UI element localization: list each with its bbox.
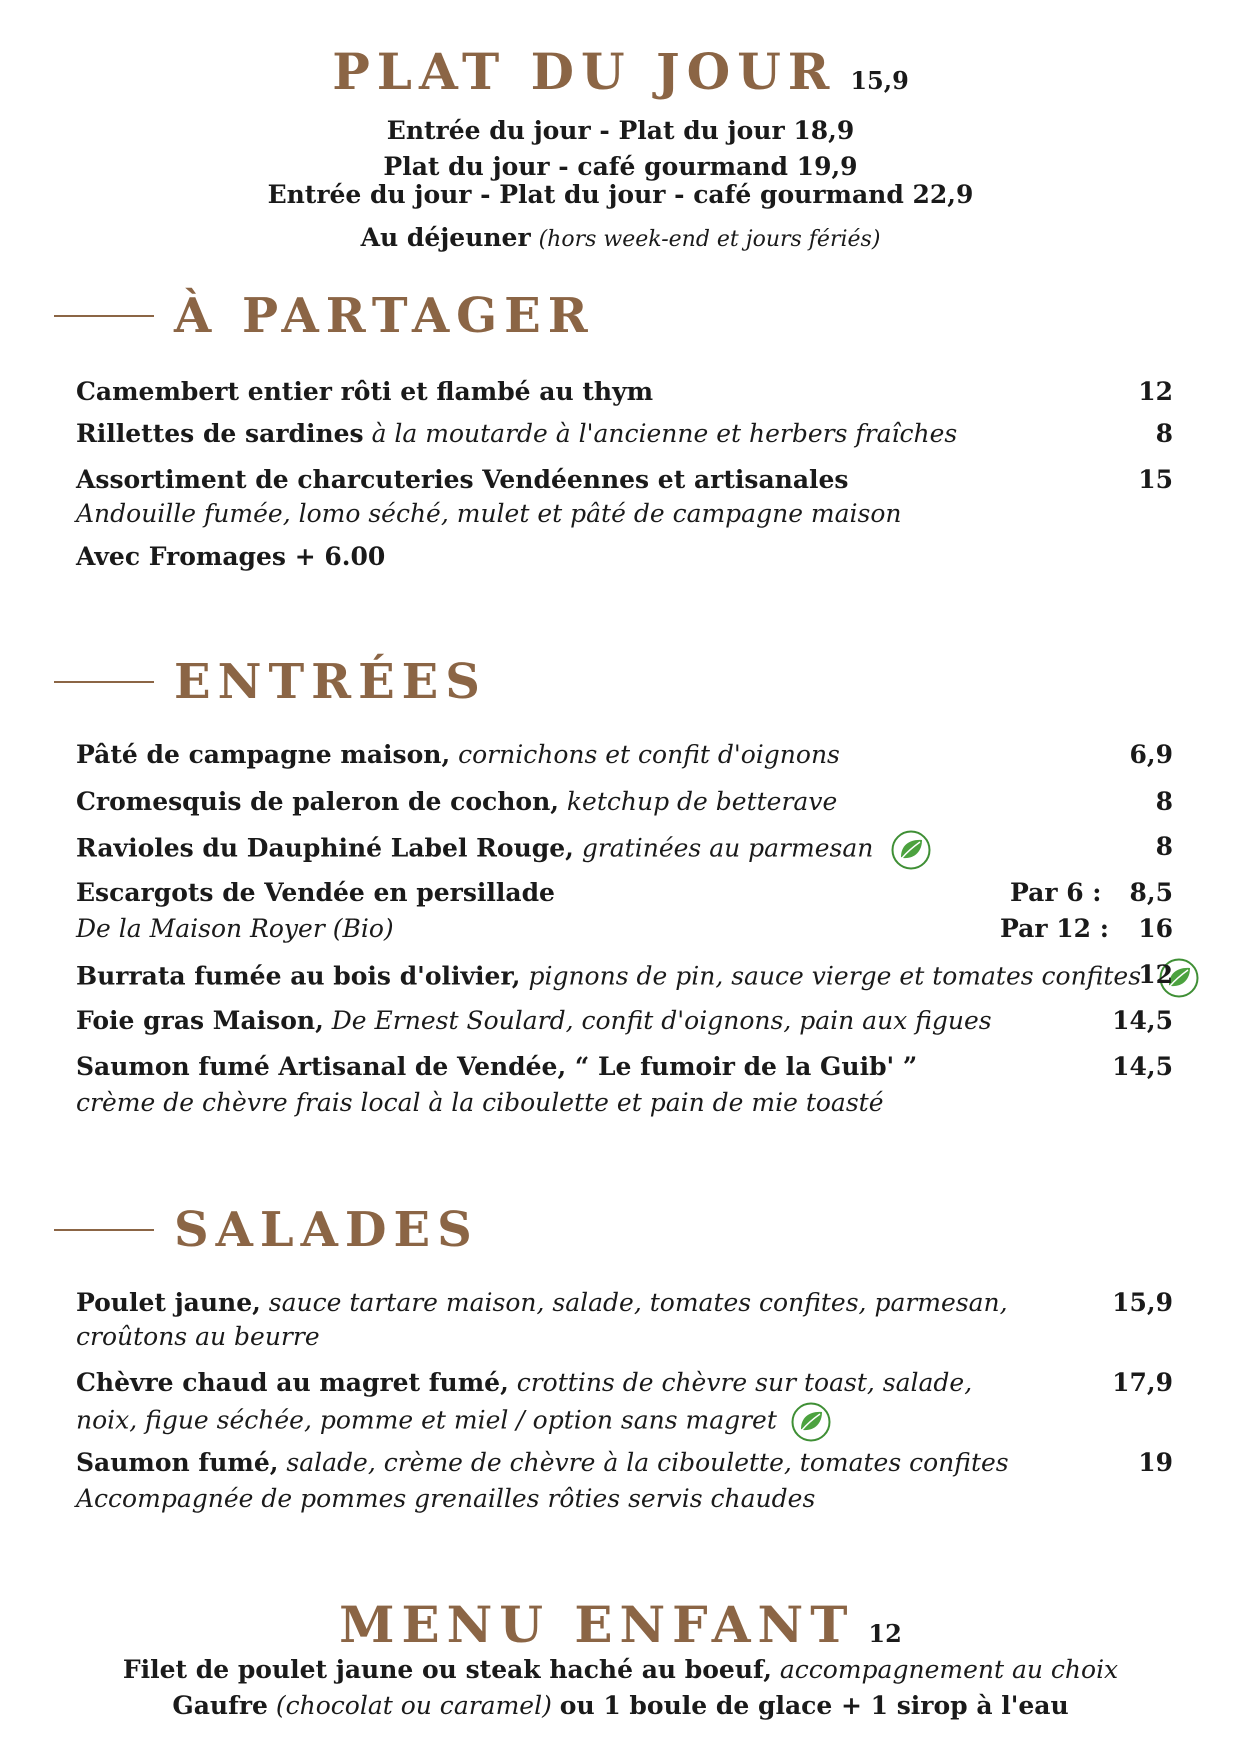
- portion-label: Par 12 :: [1000, 914, 1109, 943]
- partager-extra: Avec Fromages + 6.00: [76, 542, 386, 571]
- plat-du-jour-header: [0, 42, 1241, 111]
- item-desc: croûtons au beurre: [76, 1322, 320, 1351]
- plat-du-jour-option: Entrée du jour - Plat du jour - café gourmand 22,9: [267, 180, 974, 209]
- item-name: Saumon fumé,: [76, 1448, 279, 1477]
- section-title: À PARTAGER: [174, 288, 595, 344]
- plat-du-jour-note: [0, 222, 1241, 256]
- item-name: Foie gras Maison,: [76, 1006, 324, 1035]
- item-desc: ketchup de betterave: [566, 787, 838, 816]
- item-desc: Accompagnée de pommes grenailles rôties servis chaudes: [76, 1484, 816, 1513]
- menu-item: [76, 785, 1176, 819]
- item-name: Assortiment de charcuteries Vendéennes et artisanales: [76, 465, 849, 494]
- item-name: Cromesquis de paleron de cochon,: [76, 787, 559, 816]
- section-entrees-header: [54, 652, 487, 712]
- item-desc: pignons de pin, sauce vierge et tomates confites: [528, 961, 1142, 991]
- item-desc: cornichons et confit d'oignons: [458, 740, 840, 769]
- plat-du-jour-option: Plat du jour - café gourmand 19,9: [383, 152, 858, 181]
- section-salades-header: [54, 1200, 479, 1260]
- menu-enfant-line: [0, 1690, 1241, 1722]
- menu-item: [76, 830, 1176, 870]
- item-price: 15: [1138, 465, 1173, 494]
- item-desc: sauce tartare maison, salade, tomates confites, parmesan,: [268, 1288, 1008, 1317]
- item-name: Saumon fumé Artisanal de Vendée, “ Le fumoir de la Guib' ”: [76, 1052, 918, 1081]
- menu-item: [76, 1050, 1176, 1084]
- section-partager-header: [54, 286, 595, 346]
- menu-item: [76, 375, 1176, 409]
- plat-du-jour-title: PLAT DU JOUR: [332, 42, 837, 101]
- item-name: Rillettes de sardines: [76, 419, 364, 448]
- item-price: 8,5: [1129, 878, 1173, 907]
- section-rule: [54, 681, 154, 683]
- item-desc: gratinées au parmesan: [581, 833, 874, 863]
- item-price: 8: [1155, 832, 1173, 861]
- item-price: 8: [1155, 419, 1173, 448]
- item-name: Poulet jaune,: [76, 1288, 261, 1317]
- plat-du-jour-option: Entrée du jour - Plat du jour 18,9: [386, 116, 855, 145]
- menu-enfant-line: [0, 1654, 1241, 1686]
- vegetarian-leaf-icon: [891, 830, 931, 870]
- item-price: 12: [1138, 960, 1173, 989]
- item-desc: De Ernest Soulard, confit d'oignons, pain aux figues: [331, 1006, 992, 1035]
- item-price: 12: [1138, 377, 1173, 406]
- menu-item: [76, 1446, 1176, 1480]
- item-name: Chèvre chaud au magret fumé,: [76, 1368, 509, 1397]
- item-desc: crème de chèvre frais local à la ciboulette et pain de mie toasté: [76, 1088, 884, 1117]
- menu-item: [76, 958, 1176, 998]
- item-price: 15,9: [1112, 1288, 1173, 1317]
- portion-label: Par 6 :: [1010, 878, 1102, 907]
- menu-item: [76, 463, 1176, 497]
- note-detail: (hors week-end et jours fériés): [538, 227, 881, 252]
- menu-enfant-dessert: Gaufre: [172, 1691, 268, 1720]
- item-name: Camembert entier rôti et flambé au thym: [76, 377, 654, 406]
- section-rule: [54, 1229, 154, 1231]
- item-name: Burrata fumée au bois d'olivier,: [76, 961, 521, 991]
- note-label: Au déjeuner: [360, 223, 531, 252]
- section-title: SALADES: [174, 1202, 479, 1258]
- menu-enfant-side: accompagnement au choix: [779, 1655, 1119, 1684]
- menu-item: [76, 1004, 1176, 1038]
- menu-enfant-price: 12: [868, 1619, 902, 1648]
- menu-enfant-dessert-alt: ou 1 boule de glace + 1 sirop à l'eau: [559, 1691, 1069, 1720]
- item-price: 8: [1155, 787, 1173, 816]
- item-name: Escargots de Vendée en persillade: [76, 878, 555, 907]
- menu-enfant-main: Filet de poulet jaune ou steak haché au boeuf,: [122, 1655, 772, 1684]
- item-desc: crottins de chèvre sur toast, salade,: [516, 1368, 973, 1397]
- item-name: Ravioles du Dauphiné Label Rouge,: [76, 833, 574, 863]
- item-desc: noix, figue séchée, pomme et miel / option sans magret: [76, 1405, 777, 1435]
- menu-enfant-title: MENU ENFANT: [339, 1595, 855, 1654]
- menu-item: [76, 738, 1176, 772]
- vegetarian-leaf-icon: [791, 1402, 831, 1442]
- item-price: 19: [1138, 1448, 1173, 1477]
- item-desc: salade, crème de chèvre à la ciboulette, tomates confites: [286, 1448, 1009, 1477]
- menu-enfant-dessert-choice: (chocolat ou caramel): [275, 1691, 552, 1720]
- item-desc: Andouille fumée, lomo séché, mulet et pâté de campagne maison: [76, 499, 902, 528]
- section-title: ENTRÉES: [174, 654, 487, 710]
- item-name: Pâté de campagne maison,: [76, 740, 451, 769]
- menu-item: [76, 1366, 1176, 1400]
- item-desc-line: [76, 1402, 1176, 1442]
- menu-item: [76, 1286, 1176, 1320]
- menu-item: [76, 417, 1176, 451]
- item-desc: De la Maison Royer (Bio): [76, 914, 394, 943]
- item-price: 6,9: [1129, 740, 1173, 769]
- item-price: 14,5: [1112, 1006, 1173, 1035]
- item-price: 14,5: [1112, 1052, 1173, 1081]
- item-price: 16: [1138, 914, 1173, 943]
- section-rule: [54, 315, 154, 317]
- item-desc: à la moutarde à l'ancienne et herbers fraîches: [371, 419, 958, 448]
- plat-du-jour-price: 15,9: [850, 66, 909, 95]
- item-price: 17,9: [1112, 1368, 1173, 1397]
